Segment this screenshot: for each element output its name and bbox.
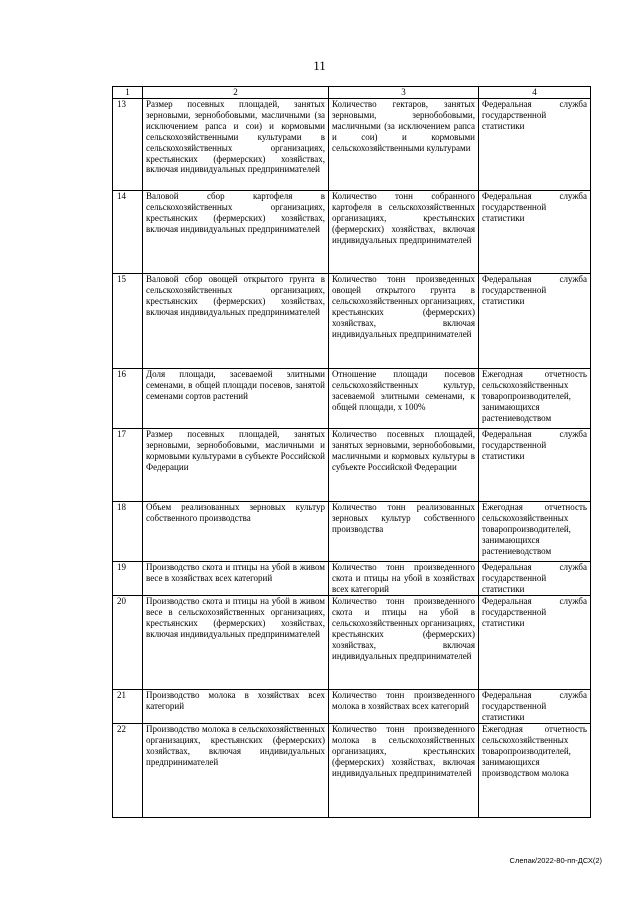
row-number: 22 <box>113 724 143 818</box>
unit-cell: Количество тонн произведенного скота и птицы на убой в хозяйствах всех категорий <box>329 562 479 596</box>
row-number: 15 <box>113 274 143 369</box>
column-header-2: 2 <box>143 87 329 99</box>
source-cell: Федеральная служба государственной статистики <box>479 562 591 596</box>
row-number: 19 <box>113 562 143 596</box>
column-header-1: 1 <box>113 87 143 99</box>
row-number: 13 <box>113 99 143 191</box>
unit-cell: Отношение площади посевов сельскохозяйственных культур, засеваемой элитными семенами, к общей площади, х 100% <box>329 369 479 429</box>
source-cell: Федеральная служба государственной статистики <box>479 690 591 724</box>
source-cell: Федеральная служба государственной статистики <box>479 99 591 191</box>
table-row <box>113 429 591 502</box>
indicators-table <box>112 86 591 818</box>
table-row <box>113 274 591 369</box>
source-cell: Федеральная служба государственной статистики <box>479 191 591 274</box>
table-row <box>113 690 591 724</box>
source-cell: Ежегодная отчетность сельскохозяйственных товаропроизводителей, занимающихся растениеводством <box>479 369 591 429</box>
unit-cell: Количество тонн произведенного молока в сельскохозяйственных организациях, крестьянских (фермерских) хозяйствах, включая индивидуальных предпринимателей <box>329 724 479 818</box>
indicator-cell: Производство молока в хозяйствах всех категорий <box>143 690 329 724</box>
table-row <box>113 369 591 429</box>
table-row <box>113 502 591 562</box>
indicator-cell: Производство скота и птицы на убой в живом весе в сельскохозяйственных организациях, крестьянских (фермерских) хозяйствах, включая индивидуальных предпринимателей <box>143 596 329 690</box>
row-number: 21 <box>113 690 143 724</box>
table-row <box>113 596 591 690</box>
table-row <box>113 191 591 274</box>
source-cell: Федеральная служба государственной статистики <box>479 429 591 502</box>
indicator-cell: Объем реализованных зерновых культур собственного производства <box>143 502 329 562</box>
indicator-cell: Производство молока в сельскохозяйственных организациях, крестьянских (фермерских) хозяйствах, включая индивидуальных предпринимателей <box>143 724 329 818</box>
unit-cell: Количество гектаров, занятых зерновыми, зернобобовыми, масличными (за исключением рапса и сои) и кормовыми сельскохозяйственными культурами <box>329 99 479 191</box>
unit-cell: Количество тонн реализованных зерновых культур собственного производства <box>329 502 479 562</box>
table-header-row <box>113 87 591 99</box>
indicator-cell: Производство скота и птицы на убой в живом весе в хозяйствах всех категорий <box>143 562 329 596</box>
unit-cell: Количество тонн произведенного скота и птицы на убой в сельскохозяйственных организациях, крестьянских (фермерских) хозяйствах, включая индивидуальных предпринимателей <box>329 596 479 690</box>
unit-cell: Количество тонн произведенных овощей открытого грунта в сельскохозяйственных организациях, крестьянских (фермерских) хозяйствах, включая индивидуальных предпринимателей <box>329 274 479 369</box>
source-cell: Ежегодная отчетность сельскохозяйственных товаропроизводителей, занимающихся производством молока <box>479 724 591 818</box>
column-header-3: 3 <box>329 87 479 99</box>
row-number: 20 <box>113 596 143 690</box>
indicator-cell: Валовой сбор картофеля в сельскохозяйственных организациях, крестьянских (фермерских) хозяйствах, включая индивидуальных предпринимателей <box>143 191 329 274</box>
table-row <box>113 99 591 191</box>
page-number: 11 <box>313 58 326 73</box>
column-header-4: 4 <box>479 87 591 99</box>
indicator-cell: Доля площади, засеваемой элитными семенами, в общей площади посевов, занятой семенами сортов растений <box>143 369 329 429</box>
table-row <box>113 562 591 596</box>
row-number: 18 <box>113 502 143 562</box>
table-row <box>113 724 591 818</box>
row-number: 17 <box>113 429 143 502</box>
source-cell: Федеральная служба государственной статистики <box>479 274 591 369</box>
unit-cell: Количество тонн произведенного молока в хозяйствах всех категорий <box>329 690 479 724</box>
indicator-cell: Валовой сбор овощей открытого грунта в сельскохозяйственных организациях, крестьянских (фермерских) хозяйствах, включая индивидуальных предпринимателей <box>143 274 329 369</box>
row-number: 16 <box>113 369 143 429</box>
document-reference-code: Слепак/2022-80-пп-ДСХ(2) <box>509 856 602 865</box>
unit-cell: Количество тонн собранного картофеля в сельскохозяйственных организациях, крестьянских (фермерских) хозяйствах, включая индивидуальных предпринимателей <box>329 191 479 274</box>
indicator-cell: Размер посевных площадей, занятых зерновыми, зернобобовыми, масличными и кормовыми культурами в субъекте Российской Федерации <box>143 429 329 502</box>
indicator-cell: Размер посевных площадей, занятых зерновыми, зернобобовыми, масличными (за исключением рапса и сои) и кормовыми сельскохозяйственными культурами в сельскохозяйственных организациях, крестьянских (фермерских) хозяйствах, включая индивидуальных предпринимателей <box>143 99 329 191</box>
row-number: 14 <box>113 191 143 274</box>
unit-cell: Количество посевных площадей, занятых зерновыми, зернобобовыми, масличными и кормовых культуры в субъекте Российской Федерации <box>329 429 479 502</box>
source-cell: Федеральная служба государственной статистики <box>479 596 591 690</box>
source-cell: Ежегодная отчетность сельскохозяйственных товаропроизводителей, занимающихся растениеводством <box>479 502 591 562</box>
